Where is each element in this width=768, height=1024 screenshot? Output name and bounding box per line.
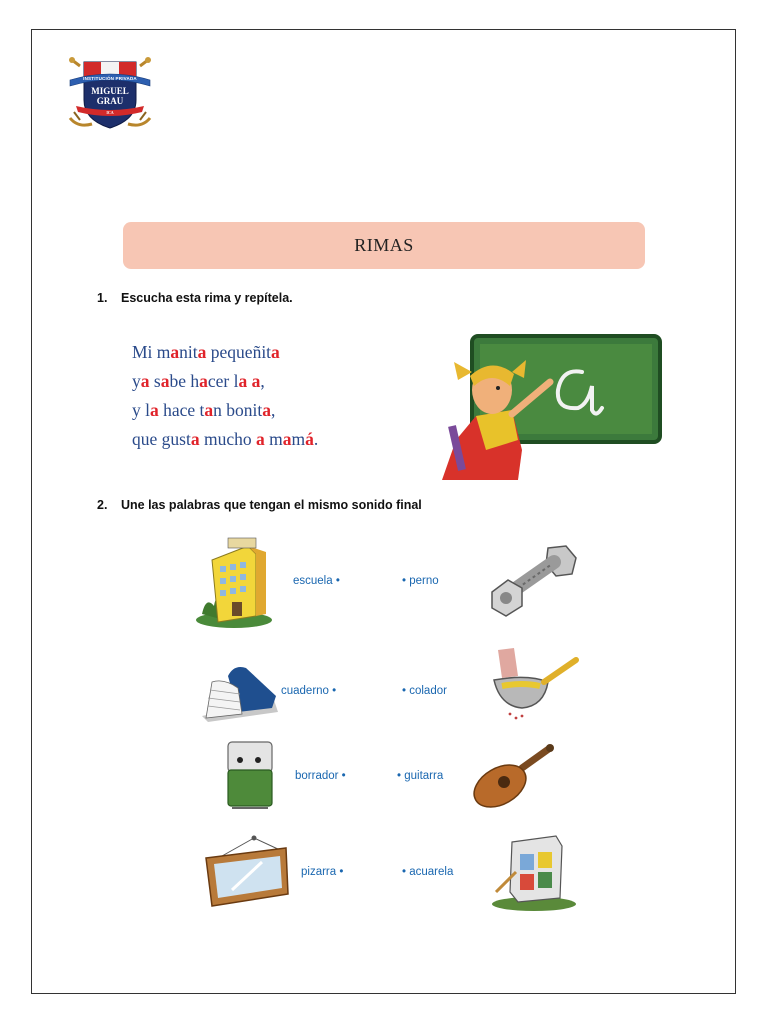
instruction-text: Une las palabras que tengan el mismo sonido final xyxy=(121,498,422,512)
rhyme-letter: a xyxy=(271,342,280,362)
poem-line xyxy=(132,338,318,367)
girl-chalkboard-icon xyxy=(432,330,664,482)
poem-text: , xyxy=(260,371,265,391)
logo-line-1: MIGUEL xyxy=(91,86,129,96)
rhyme-letter: a xyxy=(199,371,208,391)
strainer-icon xyxy=(488,646,580,727)
instruction-1 xyxy=(97,291,293,305)
poem-line xyxy=(132,367,318,396)
rhyme-poem xyxy=(132,338,318,454)
logo-line-3: ICA xyxy=(106,110,114,115)
poem-text: pequeñit xyxy=(206,342,272,362)
word-pizarra: pizarra • xyxy=(301,866,344,878)
rhyme-letter: a xyxy=(140,371,150,391)
poem-text: s xyxy=(149,371,161,391)
chalkboard-icon xyxy=(202,834,292,913)
poem-text: n bonit xyxy=(213,400,263,420)
rhyme-letter: á xyxy=(305,429,314,449)
poem-text: cer l xyxy=(207,371,239,391)
instruction-number: 1. xyxy=(97,291,108,305)
instruction-number: 2. xyxy=(97,498,108,512)
rhyme-letter: a xyxy=(160,371,170,391)
poem-line xyxy=(132,425,318,454)
rhyme-letter: a xyxy=(238,371,248,391)
page-title: RIMAS xyxy=(354,235,414,255)
rhyme-letter: a xyxy=(282,429,292,449)
school-logo xyxy=(66,54,154,134)
word-borrador: borrador • xyxy=(295,770,346,782)
rhyme-letter: a xyxy=(170,342,180,362)
eraser-icon xyxy=(222,740,278,817)
poem-text: Mi m xyxy=(132,342,171,362)
bolt-icon xyxy=(486,544,578,623)
word-perno: • perno xyxy=(402,575,439,587)
title-banner xyxy=(123,222,645,269)
rhyme-letter: a xyxy=(197,342,207,362)
guitar-icon xyxy=(470,742,558,815)
paint-box-icon xyxy=(490,832,580,917)
poem-text: be h xyxy=(169,371,200,391)
poem-text: y l xyxy=(132,400,150,420)
poem-text: , xyxy=(271,400,276,420)
rhyme-letter: a xyxy=(255,429,265,449)
poem-text: nit xyxy=(179,342,198,362)
poem-line xyxy=(132,396,318,425)
poem-text: m xyxy=(264,429,283,449)
book-icon xyxy=(198,660,284,729)
poem-text: que gust xyxy=(132,429,191,449)
rhyme-letter: a xyxy=(204,400,214,420)
word-guitarra: • guitarra xyxy=(397,770,444,782)
school-icon xyxy=(196,536,276,633)
poem-text: mucho xyxy=(199,429,256,449)
poem-text: y xyxy=(132,371,141,391)
word-cuaderno: cuaderno • xyxy=(281,685,337,697)
rhyme-letter: a xyxy=(251,371,261,391)
poem-text: . xyxy=(313,429,319,449)
rhyme-letter: a xyxy=(190,429,200,449)
logo-line-2: GRAU xyxy=(96,96,124,106)
poem-text: m xyxy=(291,429,306,449)
instruction-text: Escucha esta rima y repítela. xyxy=(121,291,293,305)
logo-arc-text: INSTITUCIÓN PRIVADA xyxy=(83,76,137,81)
instruction-2 xyxy=(97,498,422,512)
poem-text: hace t xyxy=(158,400,205,420)
rhyme-letter: a xyxy=(150,400,159,420)
rhyme-letter: a xyxy=(262,400,272,420)
word-colador: • colador xyxy=(402,685,447,697)
word-acuarela: • acuarela xyxy=(402,866,454,878)
word-escuela: escuela • xyxy=(293,575,340,587)
